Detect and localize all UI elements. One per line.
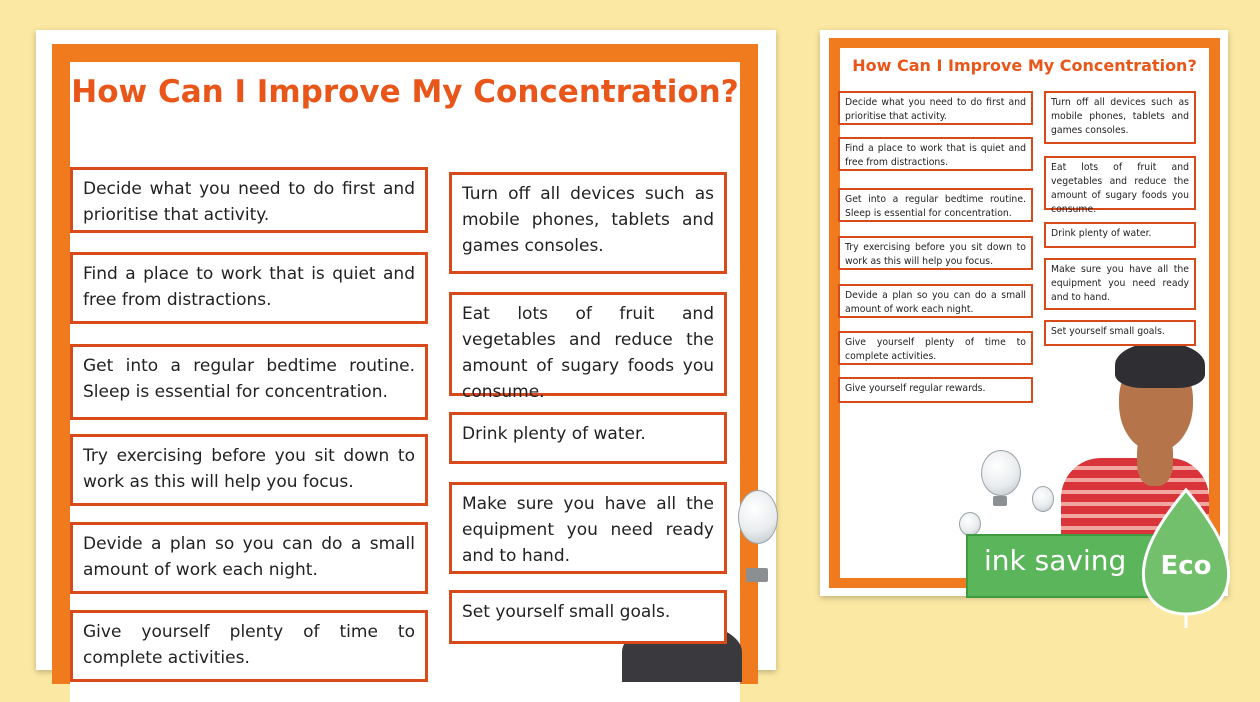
tip-box <box>838 331 1033 365</box>
lightbulb-illustration <box>738 490 778 544</box>
tip-box <box>1044 258 1196 310</box>
poster-title: How Can I Improve My Concentration? <box>852 56 1197 75</box>
ink-saving-label: ink saving <box>984 544 1127 577</box>
tip-text: Make sure you have all the equipment you need ready and to hand. <box>462 494 714 566</box>
eco-label: Eco <box>1160 551 1212 581</box>
tip-text: Eat lots of fruit and vegetables and reduce the amount of sugary foods you consume. <box>1051 162 1189 215</box>
tip-box <box>70 434 428 506</box>
tip-box <box>1044 156 1196 215</box>
tip-box <box>838 236 1033 270</box>
tip-text: Try exercising before you sit down to work as this will help you focus. <box>83 446 415 492</box>
tip-box <box>1044 91 1196 144</box>
tip-text: Give yourself plenty of time to complete activities. <box>845 337 1026 362</box>
tip-text: Drink plenty of water. <box>1051 228 1152 239</box>
tip-box <box>449 482 727 574</box>
tip-text: Decide what you need to do first and prioritise that activity. <box>83 179 415 225</box>
tip-text: Get into a regular bedtime routine. Sleep is essential for concentration. <box>83 356 415 402</box>
tip-text: Set yourself small goals. <box>1051 326 1165 337</box>
tip-text: Turn off all devices such as mobile phones, tablets and games consoles. <box>1051 97 1189 136</box>
tip-box <box>70 344 428 420</box>
lightbulb-illustration <box>1032 486 1054 512</box>
tip-box <box>838 137 1033 171</box>
tip-box <box>838 377 1033 403</box>
tip-text: Give yourself regular rewards. <box>845 383 986 394</box>
tip-box <box>449 412 727 464</box>
tip-text: Make sure you have all the equipment you need ready and to hand. <box>1051 264 1189 303</box>
tip-text: Set yourself small goals. <box>462 602 671 622</box>
person-hand <box>1137 430 1173 486</box>
tip-text: Devide a plan so you can do a small amount of work each night. <box>845 290 1026 315</box>
tip-box <box>70 252 428 324</box>
poster-title: How Can I Improve My Concentration? <box>71 74 739 110</box>
tip-text: Devide a plan so you can do a small amount of work each night. <box>83 534 415 580</box>
tip-box <box>70 610 428 682</box>
tip-box <box>449 172 727 274</box>
tip-text: Try exercising before you sit down to work as this will help you focus. <box>845 242 1026 267</box>
lightbulb-base <box>746 568 768 582</box>
tip-box <box>70 522 428 594</box>
lightbulb-illustration <box>959 512 981 536</box>
eco-leaf-icon <box>1136 486 1236 626</box>
tip-box <box>1044 320 1196 346</box>
tip-text: Drink plenty of water. <box>462 424 646 444</box>
person-hair <box>1115 342 1205 388</box>
tip-box <box>1044 222 1196 248</box>
tip-text: Get into a regular bedtime routine. Sleep is essential for concentration. <box>845 194 1026 219</box>
tip-box <box>70 167 428 233</box>
lightbulb-illustration <box>981 450 1021 496</box>
tip-text: Decide what you need to do first and prioritise that activity. <box>845 97 1026 122</box>
tip-box <box>838 91 1033 125</box>
tip-box <box>838 284 1033 318</box>
tip-text: Find a place to work that is quiet and free from distractions. <box>83 264 415 310</box>
tip-text: Find a place to work that is quiet and free from distractions. <box>845 143 1026 168</box>
tip-box <box>449 292 727 402</box>
tip-box <box>838 188 1033 222</box>
tip-text: Give yourself plenty of time to complete activities. <box>83 622 415 668</box>
tip-text: Turn off all devices such as mobile phones, tablets and games consoles. <box>462 184 714 256</box>
lightbulb-base <box>993 496 1007 506</box>
poster-preview-large <box>36 30 776 670</box>
tip-box <box>449 590 727 644</box>
poster-frame <box>52 44 758 684</box>
tip-text: Eat lots of fruit and vegetables and reduce the amount of sugary foods you consume. <box>462 304 714 402</box>
